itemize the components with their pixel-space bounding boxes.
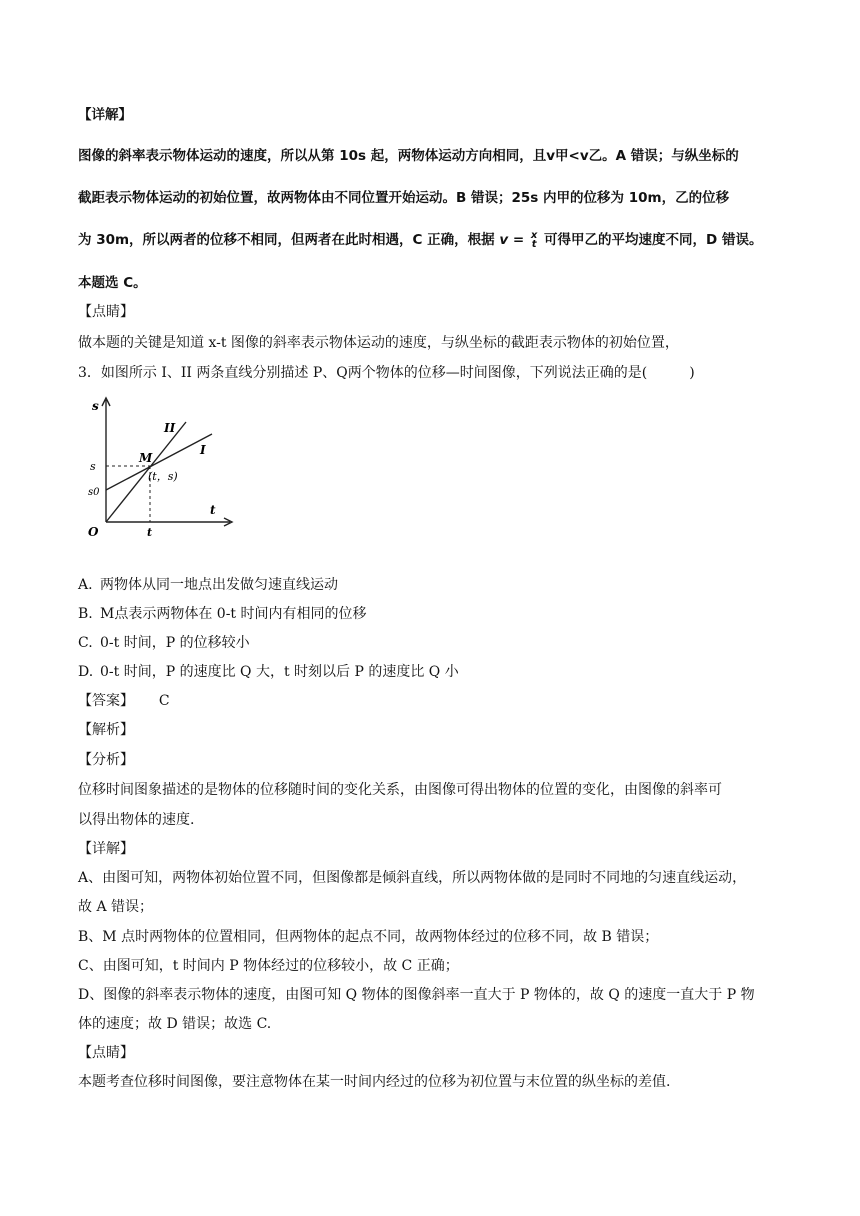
prev-solution-line-3: [78, 230, 762, 250]
choice-a-label: A.: [78, 577, 93, 593]
detail-line-a1: A、由图可知，两物体初始位置不同，但图像都是倾斜直线，所以两物体做的是同时不同地的匀速直线运动，: [78, 870, 747, 886]
answer-heading: 【答案】: [78, 693, 134, 709]
s0-tick-label: s0: [88, 487, 100, 498]
line-II-label: II: [164, 421, 176, 435]
detail-line-d1: D、图像的斜率表示物体的速度，由图可知 Q 物体的图像斜率一直大于 P 物体的，故 Q 的速度一直大于 P 物: [78, 987, 755, 1003]
choice-c: [78, 633, 250, 653]
choice-b-text: M点表示两物体在 0-t 时间内有相同的位移: [100, 606, 367, 622]
question-stem: 3．如图所示 I、II 两条直线分别描述 P、Q两个物体的位移—时间图像，下列说法正确的是( ): [78, 365, 695, 381]
detail-line-a2: 故 A 错误；: [78, 899, 154, 915]
point-m-coord: (t，s): [148, 470, 178, 483]
choice-b-label: B.: [78, 606, 93, 622]
origin-label: O: [88, 525, 99, 539]
answer-value: C: [158, 693, 170, 709]
line-I-label: I: [200, 443, 206, 457]
choice-c-text: 0-t 时间，P 的位移较小: [100, 635, 250, 651]
detail-line-b: B、M 点时两物体的位置相同，但两物体的起点不同，故两物体经过的位移不同，故 B 错误；: [78, 929, 659, 945]
choice-d: [78, 662, 459, 682]
detail-line-d2: 体的速度；故 D 错误；故选 C.: [78, 1016, 272, 1032]
analysis-heading: 【解析】: [78, 722, 134, 738]
detail-heading: 【详解】: [78, 841, 134, 857]
choice-d-text: 0-t 时间，P 的速度比 Q 大，t 时刻以后 P 的速度比 Q 小: [100, 664, 459, 680]
analysis-line-1: 位移时间图象描述的是物体的位移随时间的变化关系，由图像可得出物体的位置的变化，由图像的斜率可: [78, 782, 722, 798]
formula-numerator: x: [530, 230, 538, 241]
choice-d-label: D.: [78, 664, 94, 680]
section-heading-detail-prev: 【详解】: [78, 107, 132, 123]
choice-c-label: C.: [78, 635, 93, 651]
x-axis-label: t: [210, 503, 216, 517]
formula-lhs: v =: [499, 232, 525, 248]
note-text: 本题考查位移时间图像，要注意物体在某一时间内经过的位移为初位置与末位置的纵坐标的差值.: [78, 1074, 671, 1090]
prev-solution-line-4: 本题选 C。: [78, 275, 147, 291]
prev-solution-line-3a: 为 30m，所以两者的位移不相同，但两者在此时相遇，C 正确，根据: [78, 232, 495, 248]
prev-solution-line-2: 截距表示物体运动的初始位置，故两物体由不同位置开始运动。B 错误；25s 内甲的位移为 10m，乙的位移: [78, 190, 730, 206]
analysis-sub-heading: 【分析】: [78, 752, 134, 768]
prev-note-text: 做本题的关键是知道 x-t 图像的斜率表示物体运动的速度，与纵坐标的截距表示物体的初始位置，: [78, 335, 679, 351]
section-heading-note-prev: 【点睛】: [78, 304, 134, 320]
point-m-label: M: [139, 451, 153, 465]
t-tick-label: t: [147, 526, 153, 539]
choice-b: [78, 604, 367, 624]
answer-line: [78, 691, 170, 711]
displacement-time-figure: [84, 394, 244, 544]
formula-fraction: [531, 231, 537, 249]
note-heading: 【点睛】: [78, 1045, 134, 1061]
choice-a-text: 两物体从同一地点出发做匀速直线运动: [100, 577, 338, 593]
choice-a: [78, 575, 338, 595]
prev-solution-line-3b: 可得甲乙的平均速度不同，D 错误。: [544, 232, 763, 248]
prev-solution-line-1: 图像的斜率表示物体运动的速度，所以从第 10s 起，两物体运动方向相同，且v甲<v乙。A 错误；与纵坐标的: [78, 148, 739, 164]
y-axis-label: s: [92, 399, 99, 413]
analysis-line-2: 以得出物体的速度.: [78, 812, 195, 828]
s-tick-label: s: [90, 460, 96, 473]
detail-line-c: C、由图可知，t 时间内 P 物体经过的位移较小，故 C 正确；: [78, 958, 459, 974]
formula-denominator: t: [531, 239, 537, 250]
